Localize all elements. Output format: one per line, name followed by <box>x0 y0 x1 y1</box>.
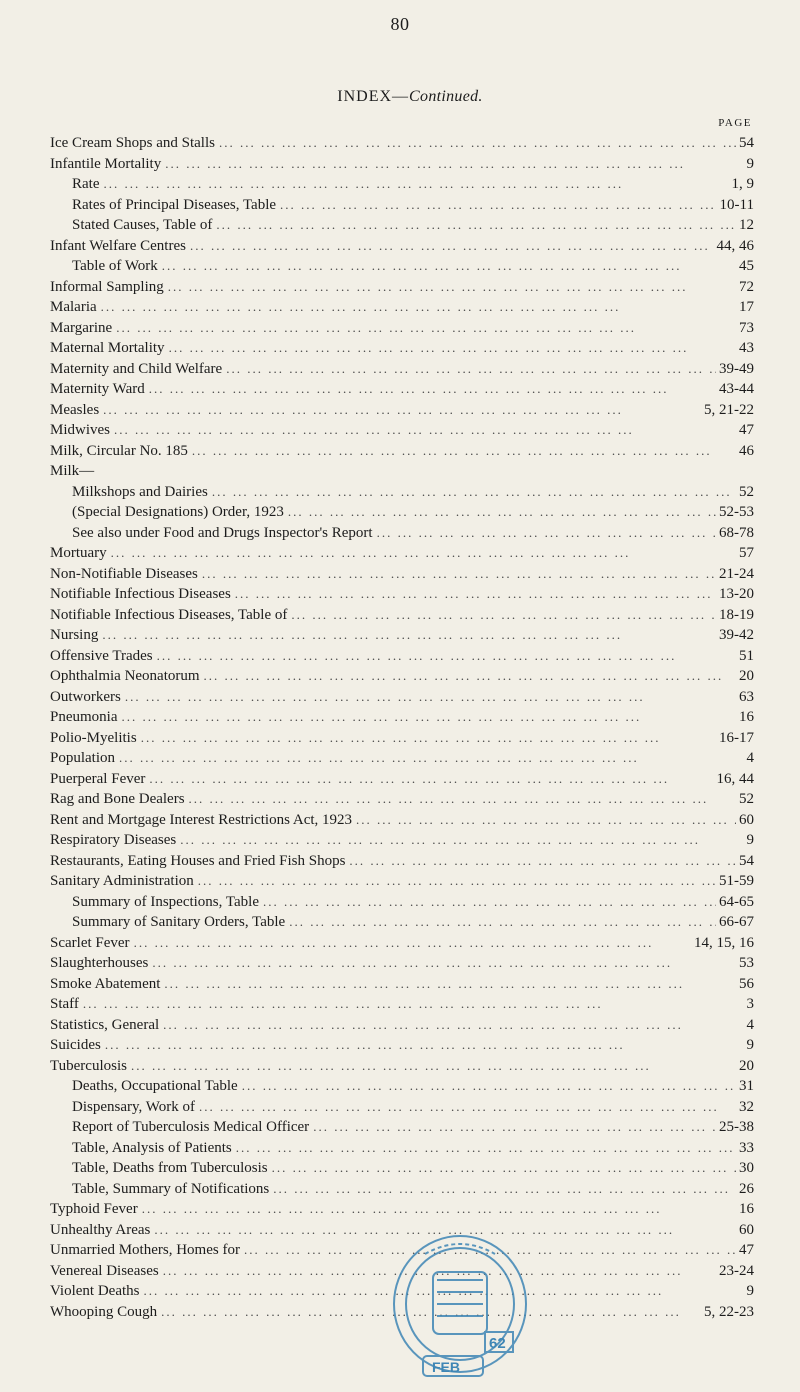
index-entry <box>50 851 754 872</box>
entry-label: See also under Food and Drugs Inspector's Report <box>72 524 373 541</box>
index-entry <box>50 297 754 318</box>
stamp-date: 62 <box>489 1335 506 1352</box>
entry-pages: 47 <box>739 1242 754 1258</box>
entry-label: Nursing <box>50 627 99 643</box>
index-entry <box>50 584 754 605</box>
dot-leader <box>102 625 716 646</box>
dot-leader <box>273 1179 736 1200</box>
dot-leader <box>289 912 716 933</box>
index-heading <box>0 88 800 106</box>
entry-pages: 9 <box>746 155 754 172</box>
index-entry <box>50 256 754 277</box>
entry-pages: 3 <box>746 996 754 1012</box>
entry-label: Dispensary, Work of <box>72 1098 195 1115</box>
dot-leader <box>119 748 743 769</box>
entry-pages: 10-11 <box>719 196 754 213</box>
dot-leader <box>377 523 716 544</box>
dot-leader <box>122 707 737 728</box>
index-entry <box>50 564 754 585</box>
stamp-month: FEB <box>432 1359 460 1375</box>
entry-pages: 43-44 <box>719 381 754 397</box>
dot-leader <box>212 482 736 503</box>
entry-pages: 52-53 <box>719 504 754 520</box>
index-entry <box>50 502 754 523</box>
dot-leader <box>114 420 736 441</box>
index-entry <box>50 1015 754 1036</box>
entry-label: Report of Tuberculosis Medical Officer <box>72 1119 310 1135</box>
dot-leader <box>199 1097 736 1118</box>
index-entry <box>50 728 754 749</box>
index-entry <box>50 953 754 974</box>
dot-leader <box>202 564 716 585</box>
index-entry <box>50 1056 754 1077</box>
dot-leader <box>116 318 736 339</box>
entry-pages: 56 <box>739 975 754 992</box>
entry-pages: 9 <box>746 1037 754 1053</box>
entry-pages: 39-42 <box>719 627 754 643</box>
entry-label: Statistics, General <box>50 1016 160 1033</box>
entry-label: Pneumonia <box>50 709 118 725</box>
index-entry <box>50 1117 754 1138</box>
entry-label: Summary of Sanitary Orders, Table <box>72 914 286 930</box>
entry-label: Maternity Ward <box>50 381 145 397</box>
index-entry <box>50 1179 754 1200</box>
entry-label: Rates of Principal Diseases, Table <box>72 196 277 213</box>
entry-label: Table, Analysis of Patients <box>72 1139 232 1156</box>
entry-label: Outworkers <box>50 688 121 705</box>
index-entry <box>50 441 754 462</box>
dot-leader <box>192 441 736 462</box>
dot-leader <box>168 277 736 298</box>
entry-label: Ophthalmia Neonatorum <box>50 668 200 684</box>
index-entry <box>50 318 754 339</box>
entry-pages: 16 <box>739 709 754 725</box>
entry-pages: 26 <box>739 1180 754 1197</box>
dot-leader <box>131 1056 736 1077</box>
entry-label: Respiratory Diseases <box>50 832 177 848</box>
entry-label: Violent Deaths <box>50 1283 140 1299</box>
entry-pages: 16-17 <box>719 729 754 746</box>
entry-label: Staff <box>50 996 79 1012</box>
index-entry <box>50 461 754 482</box>
entry-label: Summary of Inspections, Table <box>72 893 259 910</box>
entry-pages: 18-19 <box>719 606 754 623</box>
entry-pages: 4 <box>746 750 754 766</box>
entry-label: Population <box>50 750 116 766</box>
dot-leader <box>83 994 744 1015</box>
index-entry <box>50 912 754 933</box>
entry-label: Malaria <box>50 299 97 315</box>
entry-pages: 32 <box>739 1098 754 1115</box>
index-entry <box>50 154 754 175</box>
entry-label: Offensive Trades <box>50 647 153 664</box>
entry-pages: 63 <box>739 688 754 705</box>
entry-pages: 60 <box>739 811 754 828</box>
entry-label: Table, Deaths from Tuberculosis <box>72 1160 268 1176</box>
index-entry <box>50 482 754 503</box>
entry-pages: 47 <box>739 422 754 438</box>
entry-pages: 16, 44 <box>716 770 754 787</box>
entry-pages: 31 <box>739 1078 754 1094</box>
index-entry <box>50 1076 754 1097</box>
index-entry <box>50 420 754 441</box>
entry-label: Restaurants, Eating Houses and Fried Fish Shops <box>50 852 346 869</box>
index-entry <box>50 933 754 954</box>
dot-leader <box>226 359 716 380</box>
dot-leader <box>125 687 736 708</box>
dot-leader <box>164 974 736 995</box>
dot-leader <box>104 174 729 195</box>
dot-leader <box>101 297 736 318</box>
entry-label: Tuberculosis <box>50 1057 127 1074</box>
entry-pages: 54 <box>739 852 754 869</box>
entry-pages: 66-67 <box>719 914 754 930</box>
index-entry <box>50 646 754 667</box>
entry-label: Polio-Myelitis <box>50 729 137 746</box>
dot-leader <box>149 379 716 400</box>
entry-label: Suicides <box>50 1037 101 1053</box>
entry-pages: 54 <box>739 135 754 151</box>
dot-leader <box>190 236 714 257</box>
entry-label: Typhoid Fever <box>50 1201 138 1217</box>
dot-leader <box>189 789 736 810</box>
dot-leader <box>313 1117 716 1138</box>
entry-pages: 44, 46 <box>716 237 754 254</box>
dot-leader <box>103 400 701 421</box>
entry-pages: 4 <box>746 1016 754 1033</box>
index-entry <box>50 789 754 810</box>
entry-pages: 23-24 <box>719 1262 754 1279</box>
index-entry <box>50 666 754 687</box>
entry-label: Measles <box>50 401 100 418</box>
index-entry <box>50 1158 754 1179</box>
index-entry <box>50 543 754 564</box>
index-entry <box>50 974 754 995</box>
entry-label: Scarlet Fever <box>50 934 130 951</box>
entry-pages: 25-38 <box>719 1119 754 1135</box>
entry-label: Unmarried Mothers, Homes for <box>50 1242 240 1258</box>
entry-pages: 72 <box>739 278 754 295</box>
entry-pages: 12 <box>739 217 754 233</box>
entry-label: Maternity and Child Welfare <box>50 360 223 377</box>
entry-pages: 5, 22-23 <box>704 1303 754 1320</box>
index-entry <box>50 379 754 400</box>
dot-leader <box>105 1035 744 1056</box>
entry-pages: 1, 9 <box>731 176 754 192</box>
index-entry <box>50 748 754 769</box>
index-entry <box>50 1199 754 1220</box>
entry-label: Maternal Mortality <box>50 340 165 356</box>
index-entry <box>50 133 754 154</box>
entry-pages: 64-65 <box>719 893 754 910</box>
page-number: 80 <box>390 14 410 34</box>
index-entry <box>50 338 754 359</box>
entry-label: Slaughterhouses <box>50 955 149 971</box>
entry-pages: 9 <box>746 1283 754 1299</box>
entry-label: Whooping Cough <box>50 1303 158 1320</box>
index-entry <box>50 625 754 646</box>
index-entry <box>50 892 754 913</box>
entry-pages: 43 <box>739 340 754 356</box>
entry-pages: 45 <box>739 258 754 274</box>
dot-leader <box>162 256 736 277</box>
index-entry <box>50 605 754 626</box>
index-entry <box>50 994 754 1015</box>
entry-pages: 57 <box>739 545 754 561</box>
dot-leader <box>263 892 716 913</box>
entry-pages: 21-24 <box>719 565 754 582</box>
index-entry <box>50 1035 754 1056</box>
entry-label: Mortuary <box>50 545 107 561</box>
dot-leader <box>134 933 691 954</box>
entry-label: Milkshops and Dairies <box>72 483 208 500</box>
index-entry <box>50 810 754 831</box>
index-entry <box>50 359 754 380</box>
entry-label: Table, Summary of Notifications <box>72 1180 270 1197</box>
dot-leader <box>349 851 736 872</box>
entry-label: Rate <box>72 176 100 192</box>
entry-pages: 73 <box>739 319 754 336</box>
entry-label: Stated Causes, Table of <box>72 217 213 233</box>
index-entry <box>50 1097 754 1118</box>
dot-leader <box>216 215 736 236</box>
entry-pages: 14, 15, 16 <box>694 934 754 951</box>
entry-label: Table of Work <box>72 258 158 274</box>
entry-pages: 60 <box>739 1221 754 1238</box>
entry-label: Unhealthy Areas <box>50 1221 151 1238</box>
dot-leader <box>291 605 716 626</box>
entry-label: Deaths, Occupational Table <box>72 1078 238 1094</box>
dot-leader <box>165 154 743 175</box>
dot-leader <box>280 195 717 216</box>
entry-label: (Special Designations) Order, 1923 <box>72 504 284 520</box>
entry-pages: 20 <box>739 1057 754 1074</box>
index-entry <box>50 174 754 195</box>
entry-pages: 68-78 <box>719 524 754 541</box>
entry-label: Milk, Circular No. 185 <box>50 442 188 459</box>
heading-continued: Continued. <box>409 88 483 105</box>
index-entry <box>50 236 754 257</box>
dot-leader <box>236 1138 736 1159</box>
entry-pages: 33 <box>739 1139 754 1156</box>
entry-pages: 16 <box>739 1201 754 1217</box>
dot-leader <box>152 953 736 974</box>
dot-leader <box>288 502 716 523</box>
entry-label: Non-Notifiable Diseases <box>50 565 198 582</box>
entry-pages: 52 <box>739 483 754 500</box>
entry-pages: 53 <box>739 955 754 971</box>
dot-leader <box>235 584 716 605</box>
entry-pages: 52 <box>739 791 754 807</box>
dot-leader <box>142 1199 736 1220</box>
index-entry <box>50 195 754 216</box>
index-entry <box>50 1138 754 1159</box>
dot-leader <box>111 543 736 564</box>
entry-pages: 39-49 <box>719 360 754 377</box>
entry-pages: 5, 21-22 <box>704 401 754 418</box>
entry-label: Infant Welfare Centres <box>50 237 186 254</box>
index-entry <box>50 523 754 544</box>
index-entry <box>50 400 754 421</box>
page-column-header: PAGE <box>718 117 752 129</box>
index-entry <box>50 871 754 892</box>
index-entry <box>50 830 754 851</box>
dot-leader <box>272 1158 736 1179</box>
dot-leader <box>219 133 736 154</box>
dot-leader <box>204 666 736 687</box>
entry-label: Puerperal Fever <box>50 770 146 787</box>
entry-label: Smoke Abatement <box>50 975 161 992</box>
entry-label: Informal Sampling <box>50 278 164 295</box>
entry-label: Margarine <box>50 319 113 336</box>
entry-label: Rag and Bone Dealers <box>50 791 185 807</box>
index-entry <box>50 707 754 728</box>
entry-label: Notifiable Infectious Diseases, Table of <box>50 606 288 623</box>
dot-leader <box>356 810 736 831</box>
entry-pages: 46 <box>739 442 754 459</box>
dot-leader <box>141 728 716 749</box>
entry-label: Ice Cream Shops and Stalls <box>50 135 215 151</box>
entry-pages: 13-20 <box>719 586 754 602</box>
entry-pages: 20 <box>739 668 754 684</box>
entry-label: Sanitary Administration <box>50 873 194 889</box>
entry-pages: 51 <box>739 647 754 664</box>
entry-pages: 51-59 <box>719 873 754 889</box>
dot-leader <box>157 646 736 667</box>
dot-leader <box>163 1015 743 1036</box>
heading-title: INDEX— <box>337 88 410 105</box>
entry-label: Midwives <box>50 422 110 438</box>
entry-label: Venereal Diseases <box>50 1262 159 1279</box>
entry-label: Milk— <box>50 463 95 479</box>
entry-label: Infantile Mortality <box>50 155 162 172</box>
index-entry <box>50 215 754 236</box>
entry-label: Notifiable Infectious Diseases <box>50 586 231 602</box>
entry-pages: 30 <box>739 1160 754 1176</box>
index-entry <box>50 687 754 708</box>
entry-pages: 9 <box>746 832 754 848</box>
index-entries <box>50 133 754 1322</box>
dot-leader <box>180 830 743 851</box>
dot-leader <box>198 871 716 892</box>
library-stamp <box>385 1232 535 1382</box>
entry-label: Rent and Mortgage Interest Restrictions Act, 1923 <box>50 811 353 828</box>
dot-leader <box>149 769 713 790</box>
dot-leader <box>242 1076 736 1097</box>
entry-pages: 17 <box>739 299 754 315</box>
index-entry <box>50 277 754 298</box>
index-entry <box>50 769 754 790</box>
dot-leader <box>169 338 736 359</box>
